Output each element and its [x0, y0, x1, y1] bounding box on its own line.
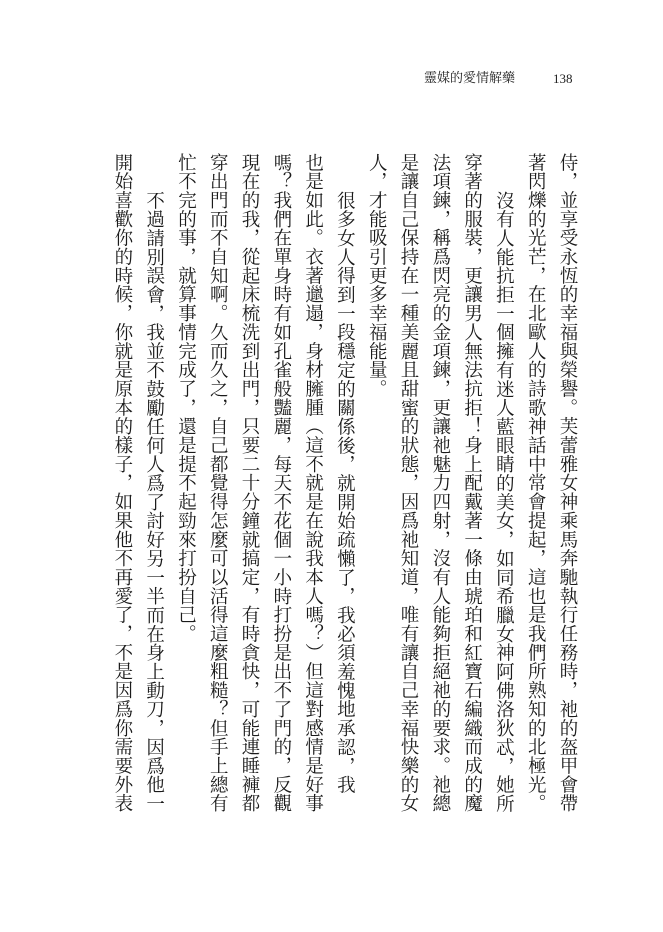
- text-column: 著閃爍的光芒，在北歐人的詩歌神話中常會提起，這也是我們所熟知的北極光。: [525, 153, 547, 813]
- text-column: 是讓自己保持在一種美麗且甜蜜的狀態，因爲祂知道，唯有讓自己幸福快樂的女: [398, 153, 420, 813]
- text-column: 很多女人得到一段穩定的關係後，就開始疏懶了，我必須羞愧地承認，我: [334, 190, 356, 794]
- text-column: 現在的我，從起床梳洗到出門，只要二十分鐘就搞定，有時貪快，可能連睡褲都: [239, 153, 261, 813]
- text-column: 穿出門而不自知啊。久而久之，自己都覺得怎麼可以活得這麼粗糙？但手上總有: [207, 153, 229, 813]
- text-column: 穿著的服裝，更讓男人無法抗拒！身上配戴著一條由琥珀和紅寶石編織而成的魔: [461, 153, 483, 813]
- book-title: 靈媒的愛情解藥: [424, 71, 516, 86]
- running-header: [424, 70, 573, 88]
- text-column: 忙不完的事，就算事情完成了，還是提不起勁來打扮自己。: [175, 153, 197, 644]
- text-column: 嗎？我們在單身時有如孔雀般豔麗，每天不花個一小時打扮是出不了門的，反觀: [270, 153, 292, 813]
- text-column: 侍，並享受永恆的幸福與榮譽。芙蕾雅女神乘馬奔馳執行任務時，祂的盔甲會帶: [557, 153, 578, 813]
- text-column: 人，才能吸引更多幸福能量。: [366, 153, 388, 399]
- text-column: 也是如此。衣著邋遢，身材臃腫（這不就是在說我本人嗎？）但這對感情是好事: [302, 153, 324, 813]
- text-column: 沒有人能抗拒一個擁有迷人藍眼睛的美女，如同希臘女神阿佛洛狄忒，她所: [493, 190, 515, 813]
- text-column: 開始喜歡你的時候，你就是原本的樣子，如果他不再愛了，不是因爲你需要外表: [111, 153, 133, 813]
- text-column: 不過請別誤會，我並不鼓勵任何人爲了討好另一半而在身上動刀，因爲他一: [143, 190, 165, 813]
- body-text: [106, 153, 583, 853]
- text-column: 法項鍊，稱爲閃亮的金項鍊，更讓祂魅力四射，沒有人能夠拒絕祂的要求。祂總: [429, 153, 451, 813]
- page-number: 138: [553, 71, 573, 86]
